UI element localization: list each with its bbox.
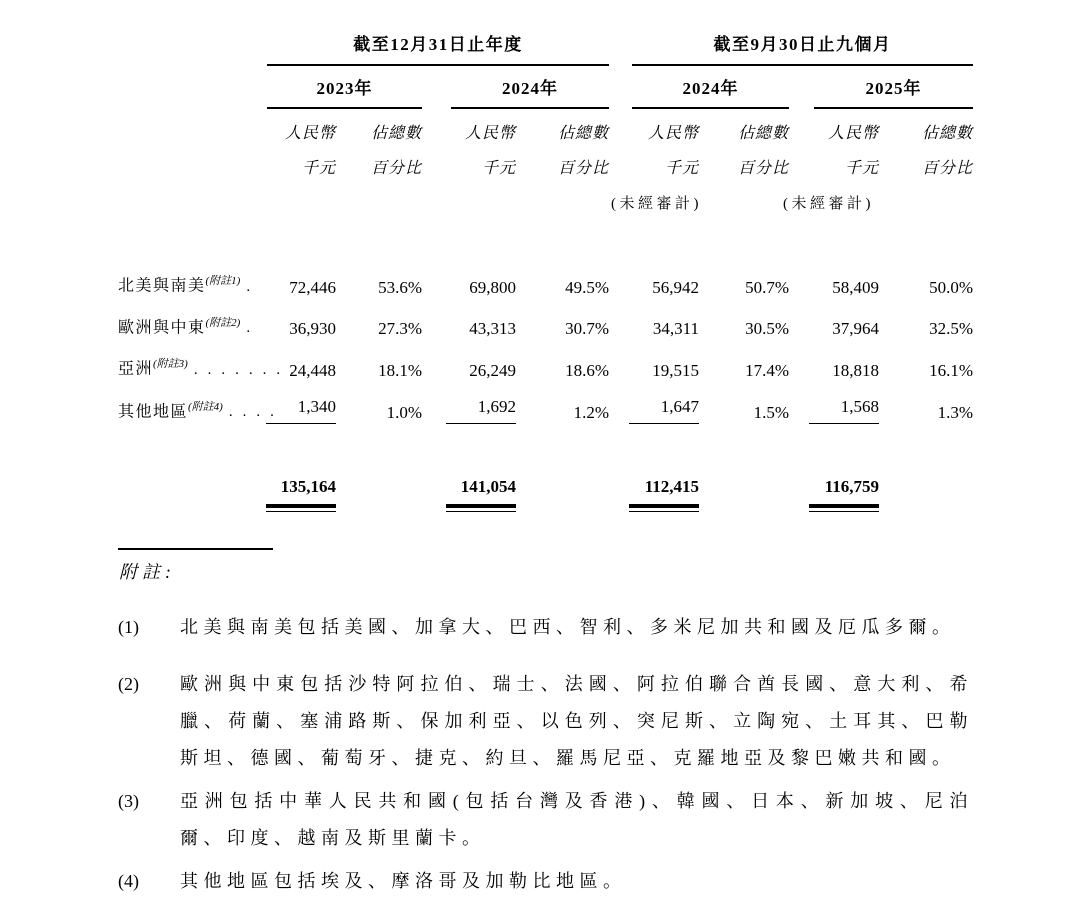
value-cell: 17.4% <box>745 360 789 380</box>
value-cell: 18.6% <box>565 360 609 380</box>
dot-leader: . <box>246 278 261 295</box>
year-label-2023: 2023年 <box>267 78 422 109</box>
value-cell: 24,448 <box>289 360 336 380</box>
value-cell: 72,446 <box>289 277 336 297</box>
spacer-cell <box>422 180 609 215</box>
period-header-cell-annual <box>252 34 609 66</box>
value-cell: 18.1% <box>378 360 422 380</box>
total-2025-9m <box>809 475 879 512</box>
note-number: (2) <box>118 674 139 695</box>
prospectus-page <box>0 34 1080 920</box>
year-header-cell <box>609 66 789 109</box>
col-header-rmb: 千元 <box>664 160 699 177</box>
year-header-cell <box>252 66 422 109</box>
value-cell: 50.7% <box>745 277 789 297</box>
subtotal-underline: 1,340 <box>266 395 336 425</box>
spacer-cell <box>118 180 252 215</box>
total-value: 112,415 <box>644 477 699 497</box>
value-cell: 30.7% <box>565 319 609 339</box>
value-cell: 50.0% <box>929 277 973 297</box>
total-2023 <box>266 475 336 512</box>
region-label: 歐洲與中東 <box>118 319 206 337</box>
value-cell <box>609 382 699 432</box>
year-label-2024-9m: 2024年 <box>632 78 789 109</box>
spacer-cell <box>118 431 252 512</box>
col-header-rmb: 千元 <box>301 160 336 177</box>
total-cell <box>789 431 879 512</box>
col-header-pct: 百分比 <box>557 160 609 177</box>
year-label-2025-9m: 2025年 <box>814 78 973 109</box>
value-cell <box>422 382 516 432</box>
double-rule-thick <box>629 504 699 508</box>
value-cell: 1.0% <box>386 403 422 423</box>
note-item-1 <box>118 609 973 646</box>
period-title-ninemonths: 截至9月30日止九個月 <box>632 34 973 66</box>
spacer-cell <box>118 66 252 109</box>
period-header-row <box>118 34 973 66</box>
total-value: 116,759 <box>824 477 879 497</box>
unaudited-label: (未經審計) <box>611 196 702 212</box>
total-cell <box>422 431 516 512</box>
col-header-pct: 佔總數 <box>557 125 609 142</box>
year-header-cell <box>789 66 973 109</box>
spacer-cell <box>879 431 973 512</box>
value-cell: 58,409 <box>832 277 879 297</box>
region-label: 亞洲 <box>118 360 154 378</box>
note-reference: (附註3) <box>153 358 188 371</box>
note-number: (1) <box>118 617 139 638</box>
note-item-3 <box>118 783 973 857</box>
note-number: (4) <box>118 871 139 892</box>
footnote-divider <box>118 548 273 550</box>
value-cell: 1.3% <box>937 403 973 423</box>
spacer-cell <box>118 34 252 66</box>
totals-row <box>118 431 973 512</box>
table-row-other-regions <box>118 382 973 432</box>
spacer-cell <box>118 145 252 180</box>
note-reference: (附註4) <box>188 400 223 413</box>
notes-heading: 附註: <box>119 562 176 583</box>
col-header-rmb: 千元 <box>844 160 879 177</box>
value-cell: 16.1% <box>929 360 973 380</box>
value-cell: 69,800 <box>469 277 516 297</box>
region-label-cell <box>118 299 261 341</box>
note-text: 亞洲包括中華人民共和國(包括台灣及香港)、韓國、日本、新加坡、尼泊爾、印度、越南及斯里蘭卡。 <box>180 791 973 849</box>
value-cell: 53.6% <box>378 277 422 297</box>
col-header-pct: 百分比 <box>921 160 973 177</box>
total-2024-9m <box>629 475 699 512</box>
double-rule-thin <box>446 511 516 512</box>
col-header-pct: 佔總數 <box>921 125 973 142</box>
double-rule-thin <box>266 511 336 512</box>
region-label-cell <box>118 340 304 382</box>
total-cell <box>609 431 699 512</box>
value-cell: 49.5% <box>565 277 609 297</box>
period-header-cell-ninemonths <box>609 34 973 66</box>
note-text: 其他地區包括埃及、摩洛哥及加勒比地區。 <box>180 871 627 892</box>
revenue-by-region-table <box>118 34 973 512</box>
dot-leader: . <box>246 320 261 337</box>
unaudited-row <box>118 180 973 215</box>
note-item-4 <box>118 863 973 900</box>
value-cell: 37,964 <box>832 319 879 339</box>
unaudited-cell <box>609 180 789 215</box>
value-cell: 1.2% <box>573 403 609 423</box>
dot-leader: .... <box>228 404 284 421</box>
total-value: 141,054 <box>460 477 516 497</box>
double-rule-thick <box>266 504 336 508</box>
spacer-cell <box>516 431 609 512</box>
value-cell: 56,942 <box>652 277 699 297</box>
value-cell: 34,311 <box>652 319 699 339</box>
total-2024 <box>446 475 516 512</box>
col-header-rmb: 人民幣 <box>284 125 336 142</box>
value-cell: 19,515 <box>652 360 699 380</box>
col-header-rmb: 人民幣 <box>647 125 699 142</box>
value-cell: 32.5% <box>929 319 973 339</box>
col-header-pct: 佔總數 <box>370 125 422 142</box>
table-row-asia <box>118 340 973 382</box>
double-rule-thin <box>809 511 879 512</box>
value-cell: 1.5% <box>753 403 789 423</box>
column-header-row-1 <box>118 109 973 145</box>
value-cell: 18,818 <box>832 360 879 380</box>
total-value: 135,164 <box>280 477 336 497</box>
value-cell: 30.5% <box>745 319 789 339</box>
value-cell <box>789 382 879 432</box>
note-number: (3) <box>118 791 139 812</box>
spacer-cell <box>252 180 422 215</box>
region-label-cell <box>118 215 261 299</box>
col-header-rmb: 人民幣 <box>464 125 516 142</box>
region-label-cell <box>118 382 284 432</box>
unaudited-label: (未經審計) <box>783 196 874 212</box>
dot-leader: ........ <box>193 361 304 378</box>
subtotal-underline: 1,692 <box>446 395 516 425</box>
double-rule-thin <box>629 511 699 512</box>
subtotal-underline: 1,647 <box>629 395 699 425</box>
period-title-annual: 截至12月31日止年度 <box>267 34 609 66</box>
total-cell <box>252 431 336 512</box>
region-label: 北美與南美 <box>118 277 206 295</box>
column-header-row-2 <box>118 145 973 180</box>
year-header-row <box>118 66 973 109</box>
spacer-cell <box>118 109 252 145</box>
spacer-cell <box>699 431 789 512</box>
note-reference: (附註1) <box>205 275 241 287</box>
value-cell: 36,930 <box>289 319 336 339</box>
year-header-cell <box>422 66 609 109</box>
spacer-cell <box>336 431 422 512</box>
col-header-pct: 百分比 <box>370 160 422 177</box>
value-cell: 27.3% <box>378 319 422 339</box>
col-header-pct: 百分比 <box>737 160 789 177</box>
note-item-2 <box>118 666 973 777</box>
note-text: 歐洲與中東包括沙特阿拉伯、瑞士、法國、阿拉伯聯合酋長國、意大利、希臘、荷蘭、塞浦路斯、保加利亞、以色列、突尼斯、立陶宛、土耳其、巴勒斯坦、德國、葡萄牙、捷克、約旦、羅馬尼亞、克羅地亞及黎巴嫩共和國。 <box>180 674 973 769</box>
double-rule-thick <box>809 504 879 508</box>
value-cell: 43,313 <box>469 319 516 339</box>
subtotal-underline: 1,568 <box>809 395 879 425</box>
unaudited-cell <box>783 180 973 215</box>
region-label: 其他地區 <box>118 403 189 421</box>
note-text: 北美與南美包括美國、加拿大、巴西、智利、多米尼加共和國及厄瓜多爾。 <box>180 617 956 638</box>
value-cell: 26,249 <box>469 360 516 380</box>
col-header-pct: 佔總數 <box>737 125 789 142</box>
table-row-europe-middle-east <box>118 299 973 341</box>
double-rule-thick <box>446 504 516 508</box>
year-label-2024: 2024年 <box>451 78 609 109</box>
note-reference: (附註2) <box>205 316 241 329</box>
col-header-rmb: 千元 <box>481 160 516 177</box>
table-row-north-south-america <box>118 215 973 299</box>
col-header-rmb: 人民幣 <box>827 125 879 142</box>
